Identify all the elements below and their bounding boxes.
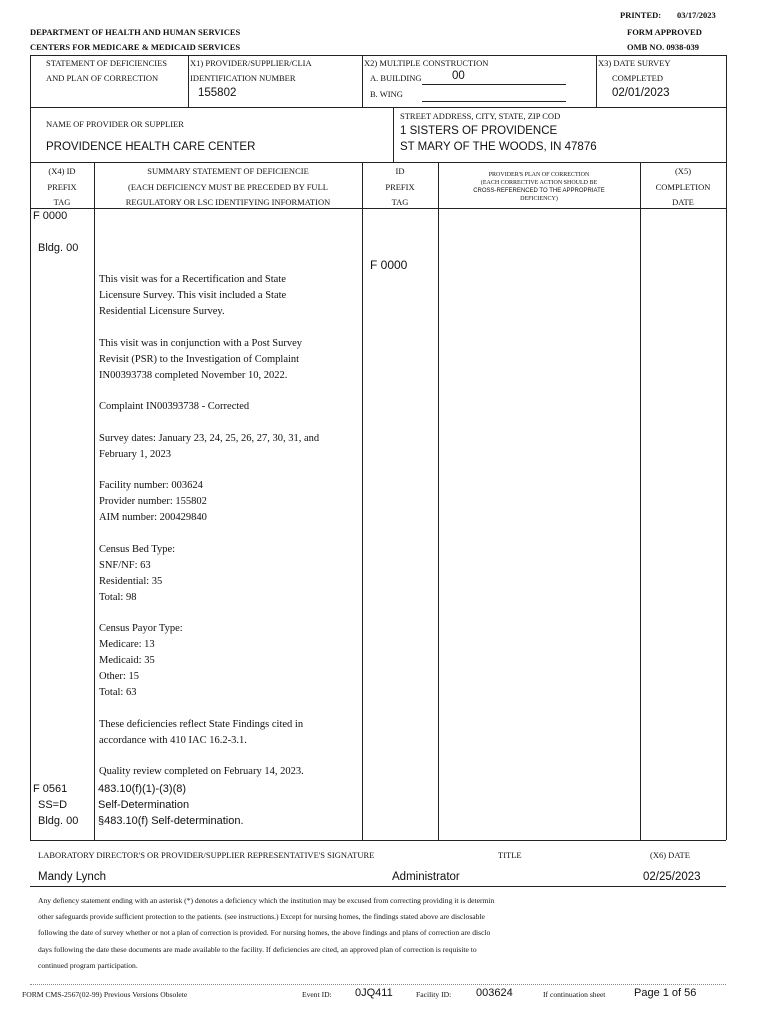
x2-label: X2) MULTIPLE CONSTRUCTION — [364, 58, 489, 68]
printed-date: 03/17/2023 — [677, 10, 716, 20]
facility-label: Facility ID: — [416, 990, 452, 999]
x4-header-2: PREFIX — [47, 182, 77, 192]
summary-line: This visit was for a Recertification and State — [99, 274, 286, 285]
col-divider-4 — [640, 162, 641, 840]
summary-line: Total: 98 — [99, 591, 137, 603]
id-header-2: PREFIX — [385, 182, 415, 192]
title-label: TITLE — [498, 850, 522, 860]
regulation-line-3: §483.10(f) Self-determination. — [98, 815, 244, 827]
summary-line: This visit was in conjunction with a Post Survey — [99, 337, 302, 349]
regulation-line-2: Self-Determination — [98, 799, 190, 811]
x4-header-1: (X4) ID — [48, 166, 76, 176]
plan-header-2: (EACH CORRECTIVE ACTION SHOULD BE — [480, 180, 598, 186]
continuation-label: If continuation sheet — [543, 990, 606, 999]
plan-header-4: DEFICIENCY) — [520, 196, 558, 202]
summary-line: IN00393738 completed November 10, 2022. — [99, 369, 288, 381]
col-divider-2 — [362, 162, 363, 840]
summary-header-1: SUMMARY STATEMENT OF DEFICIENCIE — [147, 166, 309, 176]
wing-label: B. WING — [370, 89, 403, 99]
date-label: (X6) DATE — [650, 850, 690, 860]
provider-id: 155802 — [198, 87, 237, 99]
summary-line: Complaint IN00393738 - Corrected — [99, 401, 250, 412]
facility-id: 003624 — [476, 987, 513, 999]
id-header-3: TAG — [391, 197, 409, 207]
footer-divider — [30, 984, 726, 985]
id-header-1: ID — [395, 166, 405, 176]
summary-line: Residential Licensure Survey. — [99, 306, 225, 317]
department-title: DEPARTMENT OF HEALTH AND HUMAN SERVICES — [30, 27, 241, 37]
date-completed: 02/01/2023 — [612, 87, 670, 99]
bldg-1: Bldg. 00 — [38, 242, 79, 254]
form-number: FORM CMS-2567(02-99) Previous Versions Obsolete — [22, 990, 188, 999]
summary-line: Licensure Survey. This visit included a State — [99, 290, 287, 301]
page-number: Page 1 of 56 — [634, 987, 697, 999]
x3-label-2: COMPLETED — [612, 73, 663, 83]
signature-date: 02/25/2023 — [643, 871, 701, 883]
summary-line: Total: 63 — [99, 687, 137, 698]
provider-name: PROVIDENCE HEALTH CARE CENTER — [46, 141, 256, 153]
divider-x1 — [188, 55, 189, 107]
plan-header-1: PROVIDER'S PLAN OF CORRECTION — [488, 172, 590, 178]
statement-label-1: STATEMENT OF DEFICIENCIES — [46, 58, 168, 68]
printed-label: PRINTED: — [620, 10, 662, 20]
info-mid-border — [30, 107, 726, 108]
note-line: other safeguards provide sufficient protection to the patients. (see instructions.) Except for nursing homes, the findings stated above are disclosable — [38, 912, 485, 922]
summary-line: AIM number: 200429840 — [99, 512, 207, 523]
summary-line: Provider number: 155802 — [99, 496, 207, 507]
summary-line: Medicare: 13 — [99, 639, 155, 650]
tag-f0000: F 0000 — [33, 210, 68, 222]
event-id: 0JQ411 — [355, 987, 393, 999]
note-line: Any defiency statement ending with an asterisk (*) denotes a deficiency which the institution may be excused from correcting providing it is determin — [38, 896, 495, 905]
info-top-border — [30, 55, 726, 56]
signature-bottom-border — [30, 886, 726, 887]
right-border — [726, 55, 727, 840]
summary-line: Revisit (PSR) to the Investigation of Complaint — [99, 353, 300, 365]
note-line: days following the date these documents are made available to the facility. If deficiencies are cited, an approved plan of correction is requisite to — [38, 944, 477, 954]
summary-line: Facility number: 003624 — [99, 480, 203, 491]
scope-severity: SS=D — [38, 799, 68, 811]
plan-header-3: CROSS-REFERENCED TO THE APPROPRIATE — [473, 188, 605, 194]
building-value: 00 — [452, 70, 465, 82]
summary-line: Other: 15 — [99, 671, 139, 682]
bldg-2: Bldg. 00 — [38, 815, 79, 827]
note-line: continued program participation. — [38, 960, 138, 970]
address-line-2: ST MARY OF THE WOODS, IN 47876 — [400, 141, 597, 153]
summary-line: Census Bed Type: — [99, 543, 176, 555]
x5-header-1: (X5) — [674, 166, 692, 176]
signature-name: Mandy Lynch — [38, 871, 106, 883]
building-underline — [422, 84, 566, 85]
address-line-1: 1 SISTERS OF PROVIDENCE — [400, 125, 558, 137]
columns-top-border — [30, 162, 726, 163]
summary-line: Residential: 35 — [99, 575, 163, 587]
summary-header-3: REGULATORY OR LSC IDENTIFYING INFORMATION — [125, 197, 331, 207]
summary-line: These deficiencies reflect State Findings cited in — [99, 718, 304, 730]
form-approved: FORM APPROVED — [627, 27, 702, 37]
tag-f0561: F 0561 — [33, 783, 68, 795]
x5-header-2: COMPLETION — [655, 182, 711, 192]
x5-header-3: DATE — [672, 197, 694, 207]
x4-header-3: TAG — [53, 197, 71, 207]
summary-header-2: (EACH DEFICIENCY MUST BE PRECEDED BY FULL — [128, 182, 328, 192]
summary-line: accordance with 410 IAC 16.2-3.1. — [99, 734, 247, 746]
signature-label: LABORATORY DIRECTOR'S OR PROVIDER/SUPPLIER REPRESENTATIVE'S SIGNATURE — [38, 850, 375, 860]
body-bottom-border — [30, 840, 726, 841]
col-divider-3 — [438, 162, 439, 840]
regulation-line-1: 483.10(f)(1)-(3)(8) — [98, 783, 187, 795]
divider-x3 — [596, 55, 597, 107]
address-label: STREET ADDRESS, CITY, STATE, ZIP COD — [400, 111, 561, 121]
divider-address — [393, 107, 394, 162]
note-line: following the date of survey whether or not a plan of correction is provided. For nursing homes, the above findings and plans of correction are disclo — [38, 928, 491, 938]
summary-line: Census Payor Type: — [99, 623, 183, 634]
divider-x2 — [362, 55, 363, 107]
disclaimer-notes — [38, 893, 728, 974]
statement-label-2: AND PLAN OF CORRECTION — [46, 73, 159, 83]
summary-line: Quality review completed on February 14, 2023. — [99, 766, 304, 777]
summary-line: Survey dates: January 23, 24, 25, 26, 27, 30, 31, and — [99, 432, 320, 444]
provider-name-label: NAME OF PROVIDER OR SUPPLIER — [46, 119, 184, 129]
columns-bottom-border — [30, 208, 726, 209]
building-label: A. BUILDING — [370, 73, 422, 83]
x1-label-1: X1) PROVIDER/SUPPLIER/CLIA — [190, 58, 312, 68]
summary-line: February 1, 2023 — [99, 448, 172, 460]
col-divider-1 — [94, 162, 95, 840]
wing-underline — [422, 101, 566, 102]
event-label: Event ID: — [302, 990, 332, 999]
right-tag-f0000: F 0000 — [370, 258, 408, 272]
x1-label-2: IDENTIFICATION NUMBER — [190, 73, 296, 83]
signature-title: Administrator — [392, 871, 460, 883]
summary-line: SNF/NF: 63 — [99, 559, 151, 571]
summary-line: Medicaid: 35 — [99, 655, 155, 666]
omb-number: OMB NO. 0938-039 — [627, 42, 700, 52]
x3-label-1: X3) DATE SURVEY — [598, 58, 671, 68]
centers-title: CENTERS FOR MEDICARE & MEDICAID SERVICES — [30, 42, 241, 52]
